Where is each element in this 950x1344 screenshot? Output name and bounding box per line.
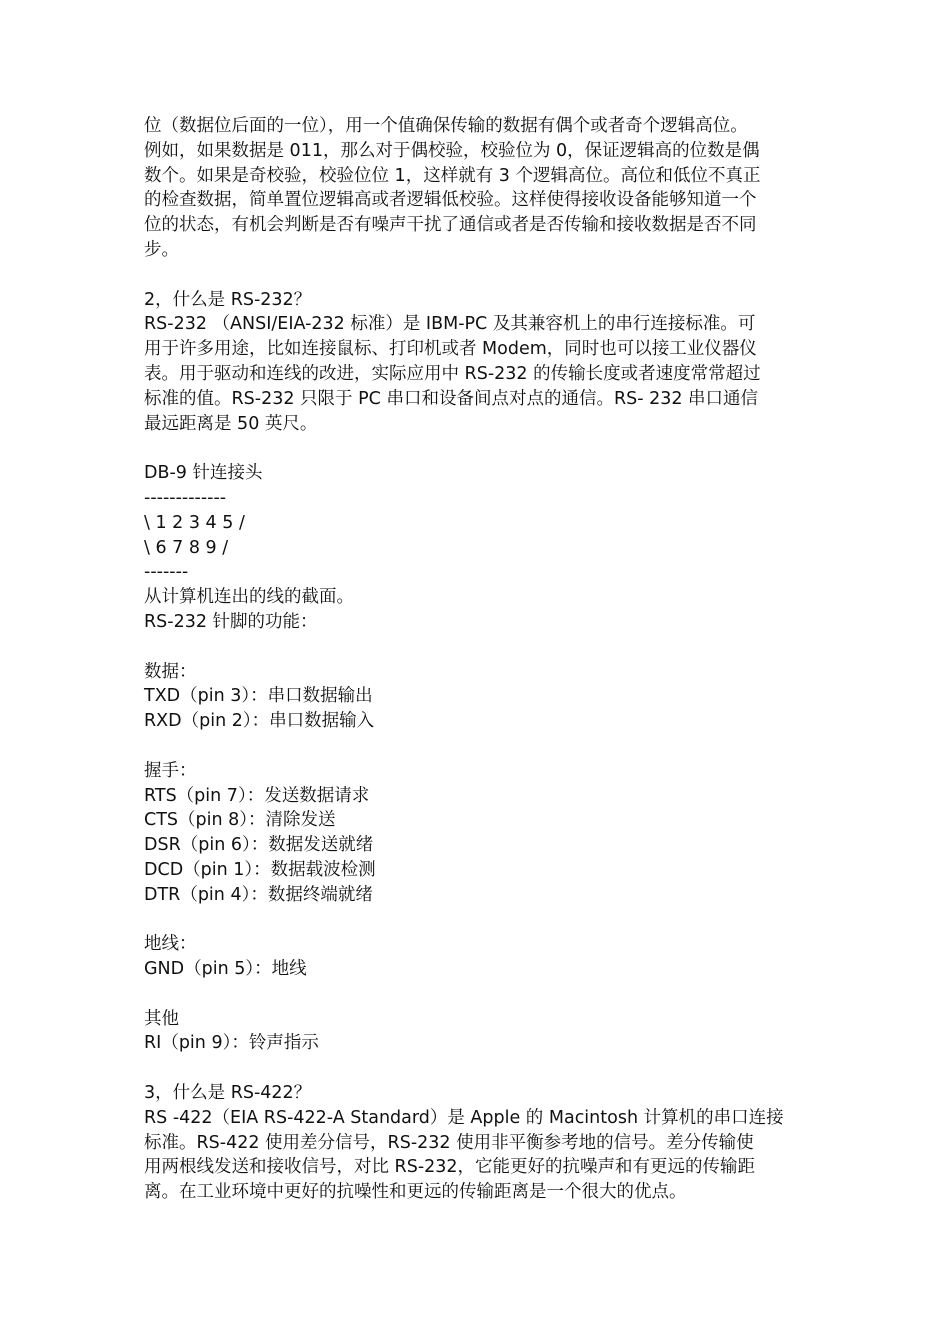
spacer — [144, 908, 816, 933]
db9-divider: ------- — [144, 562, 189, 583]
text-line: 标准。RS-422 使用差分信号，RS-232 使用非平衡参考地的信号。差分传输使 — [144, 1132, 754, 1153]
pin-entry: TXD（pin 3）：串口数据输出 — [144, 686, 373, 707]
pin-entry: RTS（pin 7）：发送数据请求 — [144, 785, 370, 806]
text-line: 离。在工业环境中更好的抗噪性和更远的传输距离是一个很大的优点。 — [144, 1182, 687, 1203]
text-line: 位（数据位后面的一位），用一个值确保传输的数据有偶个或者奇个逻辑高位。 — [144, 116, 748, 136]
spacer — [144, 982, 816, 1007]
db9-row-top: \ 1 2 3 4 5 / — [144, 512, 245, 533]
text-line: 步。 — [144, 239, 179, 260]
pin-entry: GND（pin 5）：地线 — [144, 959, 307, 980]
text-line: 的检查数据，简单置位逻辑高或者逻辑低校验。这样使得接收设备能够知道一个 — [144, 190, 757, 211]
text-line: 最远距离是 50 英尺。 — [144, 413, 318, 434]
section-heading-rs422: 3，什么是 RS-422？ — [144, 1083, 312, 1104]
spacer — [144, 635, 816, 660]
spacer — [144, 263, 816, 288]
group-label: 握手： — [144, 760, 197, 781]
ground-pin-group — [144, 932, 816, 982]
parity-paragraph — [144, 114, 816, 263]
document-page — [144, 114, 816, 1205]
db9-row-bottom: \ 6 7 8 9 / — [144, 537, 229, 558]
text-line: RS -422（EIA RS-422-A Standard）是 Apple 的 Macintosh 计算机的串口连接 — [144, 1107, 784, 1128]
handshake-pin-group — [144, 759, 816, 908]
pin-entry: RXD（pin 2）：串口数据输入 — [144, 711, 375, 732]
pin-function-heading: RS-232 针脚的功能： — [144, 611, 318, 632]
spacer — [144, 436, 816, 461]
text-line: 表。用于驱动和连线的改进，实际应用中 RS-232 的传输长度或者速度常常超过 — [144, 363, 761, 384]
spacer — [144, 734, 816, 759]
section-heading-rs232: 2，什么是 RS-232？ — [144, 289, 312, 310]
group-label: 数据： — [144, 661, 197, 682]
pin-entry: RI（pin 9）：铃声指示 — [144, 1033, 319, 1054]
pin-entry: CTS（pin 8）：清除发送 — [144, 810, 336, 831]
group-label: 其他 — [144, 1008, 179, 1029]
text-line: 用两根线发送和接收信号，对比 RS-232，它能更好的抗噪声和有更远的传输距 — [144, 1157, 756, 1178]
text-line: 用于许多用途，比如连接鼠标、打印机或者 Modem，同时也可以接工业仪器仪 — [144, 339, 757, 360]
db9-connector-block — [144, 461, 816, 635]
other-pin-group — [144, 1007, 816, 1057]
text-line: 数个。如果是奇校验，校验位位 1，这样就有 3 个逻辑高位。高位和低位不真正 — [144, 165, 761, 186]
db9-caption: 从计算机连出的线的截面。 — [144, 587, 354, 608]
rs232-paragraph — [144, 312, 816, 436]
data-pin-group — [144, 660, 816, 734]
pin-entry: DSR（pin 6）：数据发送就绪 — [144, 835, 374, 856]
db9-title: DB-9 针连接头 — [144, 463, 263, 484]
text-line: RS-232 （ANSI/EIA-232 标准）是 IBM-PC 及其兼容机上的串行连接标准。可 — [144, 314, 756, 335]
rs422-paragraph — [144, 1106, 816, 1205]
spacer — [144, 1056, 816, 1081]
db9-divider: ------------- — [144, 487, 227, 508]
text-line: 位的状态，有机会判断是否有噪声干扰了通信或者是否传输和接收数据是否不同 — [144, 215, 757, 236]
text-line: 例如，如果数据是 011，那么对于偶校验，校验位为 0，保证逻辑高的位数是偶 — [144, 140, 760, 161]
pin-entry: DTR（pin 4）：数据终端就绪 — [144, 884, 373, 905]
group-label: 地线： — [144, 934, 197, 955]
pin-entry: DCD（pin 1）：数据载波检测 — [144, 859, 376, 880]
text-line: 标准的值。RS-232 只限于 PC 串口和设备间点对点的通信。RS- 232 串口通信 — [144, 388, 759, 409]
